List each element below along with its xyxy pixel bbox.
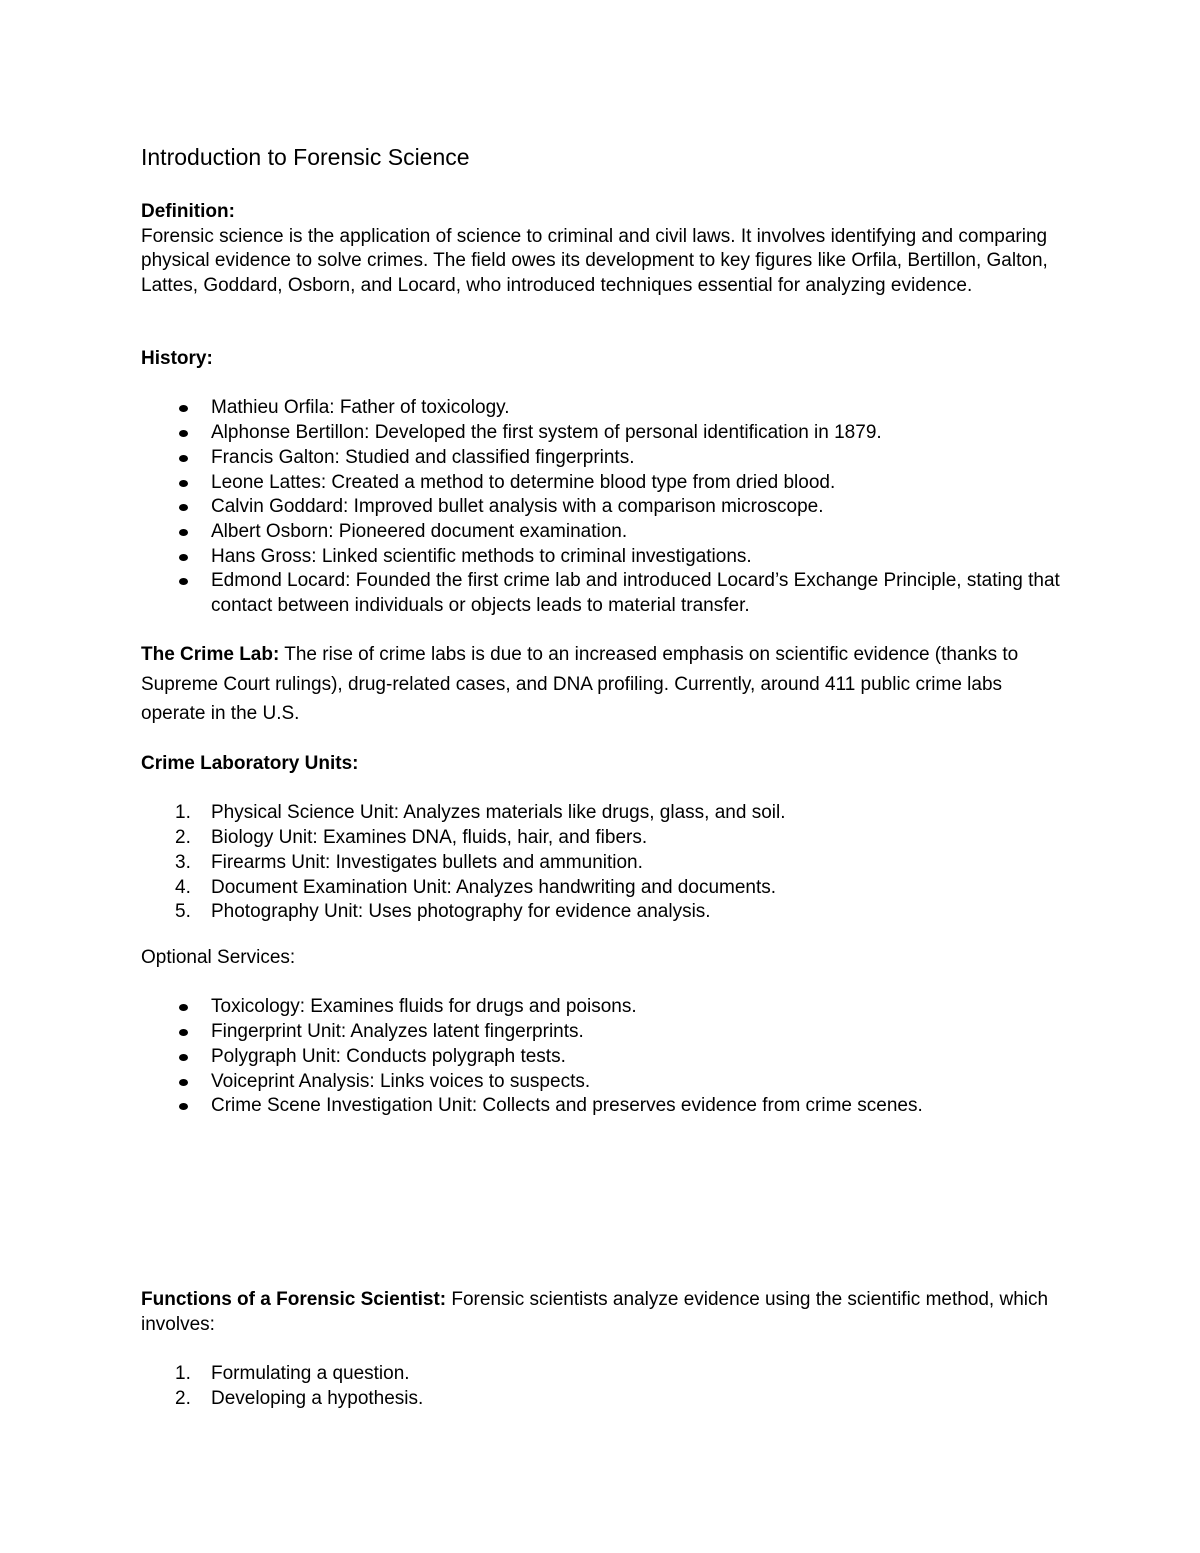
- functions-heading: Functions of a Forensic Scientist:: [141, 1289, 447, 1310]
- list-item: Francis Galton: Studied and classified fingerprints.: [141, 446, 1061, 471]
- bullet-icon: [179, 405, 188, 412]
- list-item: 1. Physical Science Unit: Analyzes materials like drugs, glass, and soil.: [141, 801, 1061, 826]
- crime-lab-heading: The Crime Lab:: [141, 644, 280, 665]
- bullet-icon: [179, 578, 188, 585]
- history-heading: History:: [141, 348, 213, 369]
- units-list: [141, 801, 1061, 925]
- bullet-icon: [179, 1054, 188, 1061]
- bullet-icon: [179, 1029, 188, 1036]
- history-section: [141, 347, 1061, 619]
- optional-services-section: [141, 946, 1061, 1119]
- definition-heading: Definition:: [141, 201, 235, 222]
- list-item: Fingerprint Unit: Analyzes latent fingerprints.: [141, 1020, 1061, 1045]
- list-item: Alphonse Bertillon: Developed the first system of personal identification in 1879.: [141, 421, 1061, 446]
- functions-text: Forensic scientists analyze evidence using the scientific method, which involves:: [141, 1289, 1049, 1335]
- list-number: 2.: [175, 1387, 191, 1409]
- list-item: Polygraph Unit: Conducts polygraph tests.: [141, 1045, 1061, 1070]
- units-heading: Crime Laboratory Units:: [141, 753, 359, 774]
- list-item: Edmond Locard: Founded the first crime lab and introduced Locard’s Exchange Principle, stating that contact between individuals or objects leads to material transfer.: [141, 569, 1061, 618]
- list-number: 5.: [175, 901, 191, 923]
- functions-list: [141, 1362, 1061, 1411]
- crime-lab-section: [141, 640, 1061, 729]
- list-number: 4.: [175, 876, 191, 898]
- list-number: 2.: [175, 827, 191, 849]
- bullet-icon: [179, 554, 188, 561]
- list-item: Albert Osborn: Pioneered document examination.: [141, 520, 1061, 545]
- definition-section: [141, 200, 1061, 299]
- bullet-icon: [179, 455, 188, 462]
- optional-services-list: [141, 995, 1061, 1119]
- list-item: Voiceprint Analysis: Links voices to suspects.: [141, 1070, 1061, 1095]
- list-item: 2. Biology Unit: Examines DNA, fluids, hair, and fibers.: [141, 826, 1061, 851]
- crime-lab-text: The rise of crime labs is due to an increased emphasis on scientific evidence (thanks to Supreme Court rulings), drug-related cases, and DNA profiling. Currently, around 411 public crime labs operate in the U.S.: [141, 644, 1019, 724]
- list-item: 5. Photography Unit: Uses photography for evidence analysis.: [141, 900, 1061, 925]
- list-item: Mathieu Orfila: Father of toxicology.: [141, 396, 1061, 421]
- functions-paragraph: [141, 1288, 1061, 1337]
- list-item: Calvin Goddard: Improved bullet analysis with a comparison microscope.: [141, 495, 1061, 520]
- list-number: 1.: [175, 802, 191, 824]
- optional-services-heading: Optional Services:: [141, 947, 296, 968]
- units-section: [141, 752, 1061, 925]
- history-list: [141, 396, 1061, 618]
- list-number: 3.: [175, 851, 191, 873]
- list-item: Toxicology: Examines fluids for drugs and poisons.: [141, 995, 1061, 1020]
- bullet-icon: [179, 1004, 188, 1011]
- list-item: 1. Formulating a question.: [141, 1362, 1061, 1387]
- list-number: 1.: [175, 1363, 191, 1385]
- list-item: Crime Scene Investigation Unit: Collects and preserves evidence from crime scenes.: [141, 1094, 1061, 1119]
- bullet-icon: [179, 504, 188, 511]
- list-item: Hans Gross: Linked scientific methods to criminal investigations.: [141, 545, 1061, 570]
- bullet-icon: [179, 1079, 188, 1086]
- list-item: 3. Firearms Unit: Investigates bullets and ammunition.: [141, 851, 1061, 876]
- bullet-icon: [179, 529, 188, 536]
- list-item: 4. Document Examination Unit: Analyzes handwriting and documents.: [141, 876, 1061, 901]
- page-title: Introduction to Forensic Science: [141, 144, 470, 170]
- functions-section: [141, 1288, 1061, 1412]
- list-item: Leone Lattes: Created a method to determine blood type from dried blood.: [141, 471, 1061, 496]
- bullet-icon: [179, 480, 188, 487]
- crime-lab-paragraph: [141, 640, 1061, 729]
- definition-text: Forensic science is the application of science to criminal and civil laws. It involves identifying and comparing physical evidence to solve crimes. The field owes its development to key figures like Orfila, Bertillon, Galton, Lattes, Goddard, Osborn, and Locard, who introduced techniques essential for analyzing evidence.: [141, 225, 1048, 297]
- bullet-icon: [179, 430, 188, 437]
- bullet-icon: [179, 1103, 188, 1110]
- list-item: 2. Developing a hypothesis.: [141, 1387, 1061, 1412]
